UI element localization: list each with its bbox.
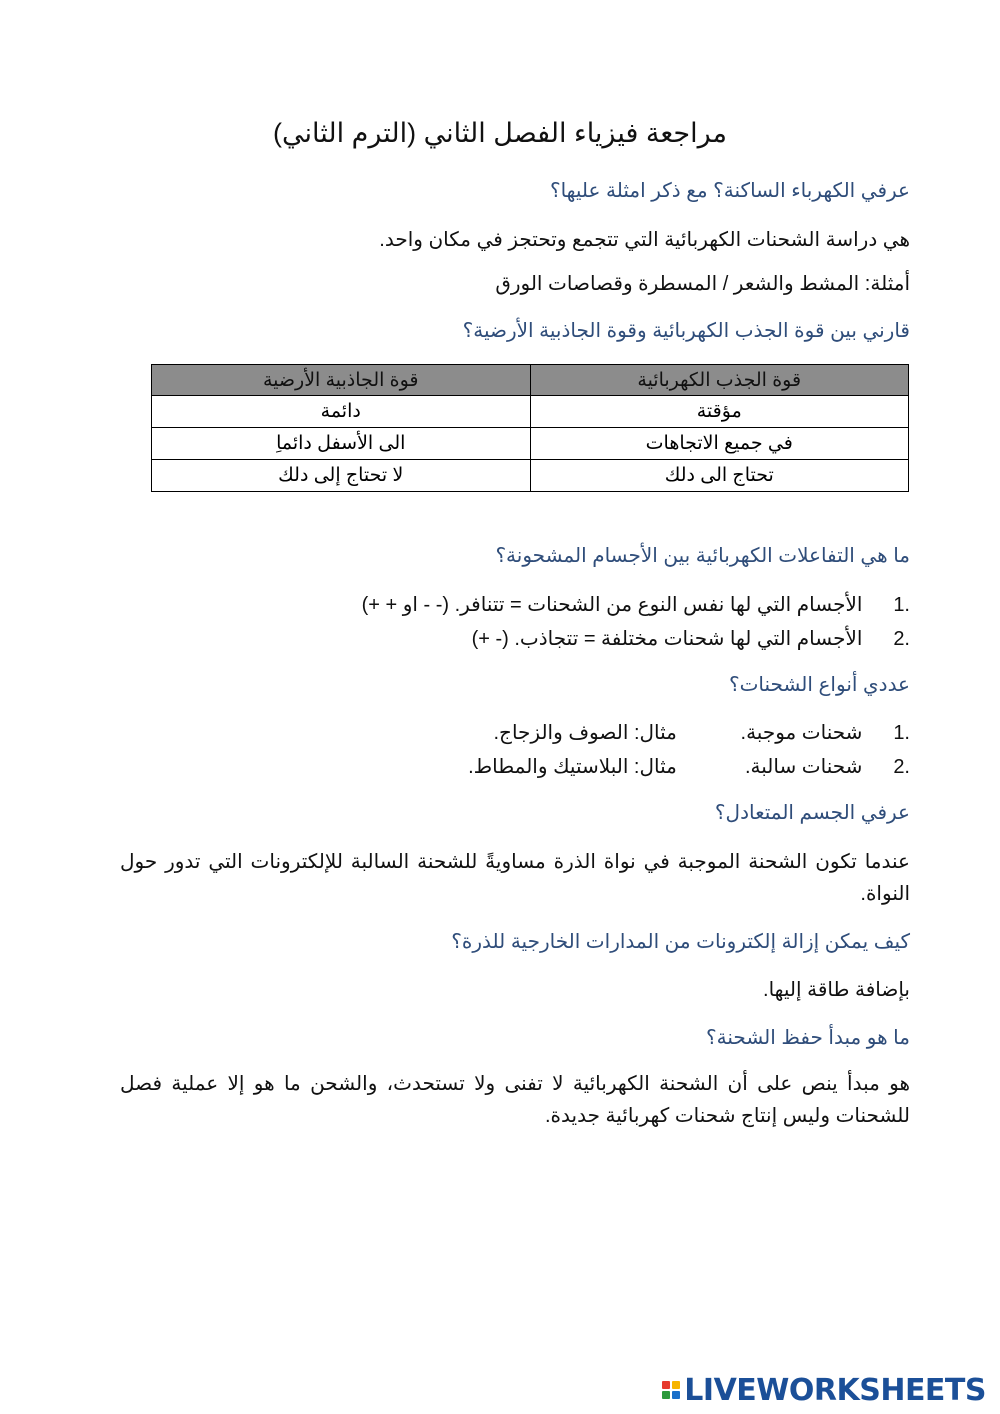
table-header-gravity: قوة الجاذبية الأرضية — [152, 365, 531, 396]
charge-type: شحنات موجبة. — [740, 722, 863, 744]
logo-text: LIVEWORKSHEETS — [684, 1372, 986, 1408]
table-cell: في جميع الاتجاهات — [530, 428, 909, 460]
comparison-table — [151, 364, 909, 492]
question-static-electricity: عرفي الكهرباء الساكنة؟ مع ذكر امثلة عليها؟ — [549, 180, 910, 202]
logo-mark-icon — [662, 1381, 680, 1399]
charge-example: مثال: الصوف والزجاج. — [493, 722, 677, 744]
question-compare-forces: قارني بين قوة الجذب الكهربائية وقوة الجاذبية الأرضية؟ — [462, 320, 910, 342]
table-cell: الى الأسفل دائماِ — [152, 428, 531, 460]
interactions-list — [210, 588, 910, 656]
list-item — [210, 588, 910, 622]
answer-examples: أمثلة: المشط والشعر / المسطرة وقصاصات الورق — [495, 273, 910, 295]
list-number: 1. — [893, 722, 910, 744]
list-text: الأجسام التي لها شحنات مختلفة = تتجاذب. (- +) — [471, 628, 863, 650]
list-number: 2. — [893, 628, 910, 650]
liveworksheets-logo — [662, 1372, 986, 1408]
list-number: 2. — [893, 756, 910, 778]
charge-types-list — [210, 716, 910, 784]
table-row — [152, 428, 909, 460]
answer-remove-electrons: بإضافة طاقة إليها. — [763, 979, 910, 1001]
table-cell: دائمة — [152, 396, 531, 428]
answer-charge-conservation: هو مبدأ ينص على أن الشحنة الكهربائية لا تفنى ولا تستحدث، والشحن ما هو إلا عملية فصل للشحنات وليس إنتاج شحنات كهربائية جديدة. — [120, 1073, 910, 1127]
page-title: مراجعة فيزياء الفصل الثاني (الترم الثاني) — [273, 118, 727, 148]
list-text: الأجسام التي لها نفس النوع من الشحنات = تتنافر. (- - او + +) — [361, 594, 863, 616]
question-neutral-body: عرفي الجسم المتعادل؟ — [714, 802, 910, 824]
charge-type: شحنات سالبة. — [744, 756, 863, 778]
table-header-row — [152, 365, 909, 396]
answer-static-electricity: هي دراسة الشحنات الكهربائية التي تتجمع وتحتجز في مكان واحد. — [379, 229, 910, 251]
list-number: 1. — [893, 594, 910, 616]
question-charge-types: عددي أنواع الشحنات؟ — [728, 674, 910, 696]
table-header-electric: قوة الجذب الكهربائية — [530, 365, 909, 396]
list-item — [210, 750, 910, 784]
question-interactions: ما هي التفاعلات الكهربائية بين الأجسام المشحونة؟ — [495, 545, 910, 567]
charge-example: مثال: البلاستيك والمطاط. — [468, 756, 677, 778]
table-cell: لا تحتاج إلى دلك — [152, 460, 531, 492]
table-row — [152, 396, 909, 428]
question-charge-conservation: ما هو مبدأ حفظ الشحنة؟ — [706, 1027, 910, 1049]
table-cell: تحتاج الى دلك — [530, 460, 909, 492]
list-item — [210, 716, 910, 750]
table-row — [152, 460, 909, 492]
question-remove-electrons: كيف يمكن إزالة إلكترونات من المدارات الخارجية للذرة؟ — [451, 931, 910, 953]
list-item — [210, 622, 910, 656]
table-cell: مؤقتة — [530, 396, 909, 428]
answer-neutral-body: عندما تكون الشحنة الموجبة في نواة الذرة مساويةً للشحنة السالبة للإلكترونات التي تدور حول النواة. — [120, 851, 910, 905]
